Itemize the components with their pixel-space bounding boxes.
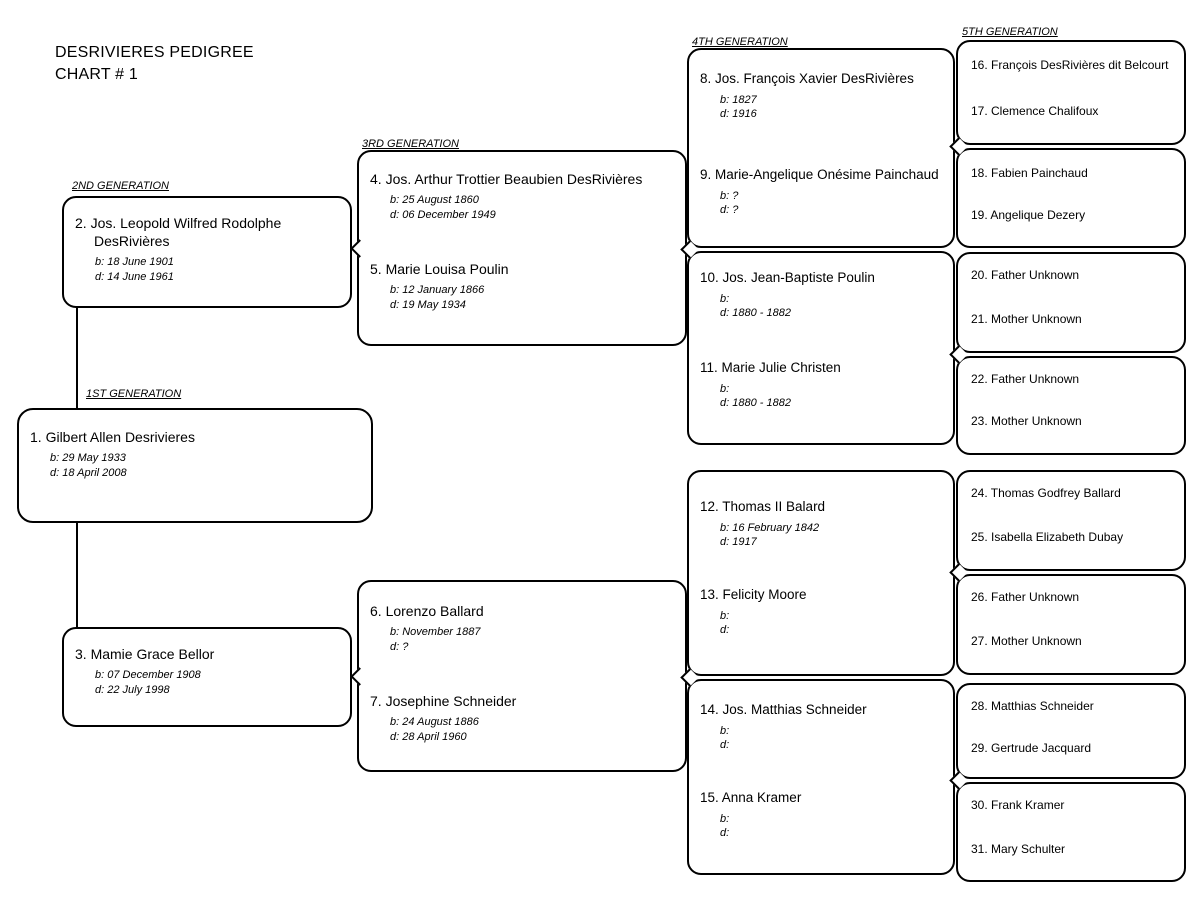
person-name-25: 25. Isabella Elizabeth Dubay [971, 530, 1124, 544]
person-death-6: d: ? [390, 640, 409, 653]
person-birth-9: b: ? [720, 189, 739, 202]
person-entry-18 [958, 166, 1180, 181]
person-entry-15 [689, 789, 949, 841]
person-name-19: 19. Angelique Dezery [971, 208, 1086, 222]
person-entry-11 [689, 359, 949, 411]
person-birth-5: b: 12 January 1866 [390, 284, 485, 297]
person-entry-6 [359, 602, 681, 654]
person-entry-30 [958, 798, 1180, 813]
person-name-28: 28. Matthias Schneider [971, 699, 1094, 713]
pedigree-box-20-21[interactable] [956, 252, 1186, 353]
person-birth-15: b: [720, 812, 730, 825]
person-entry-12 [689, 498, 949, 550]
person-entry-28 [958, 699, 1180, 714]
person-birth-1: b: 29 May 1933 [50, 452, 126, 465]
person-entry-26 [958, 590, 1180, 605]
pedigree-box-12-13[interactable] [687, 470, 955, 676]
generation-label-2nd: 2ND GENERATION [72, 180, 169, 192]
person-name-27: 27. Mother Unknown [971, 634, 1082, 648]
person-entry-24 [958, 486, 1180, 501]
person-death-5: d: 19 May 1934 [390, 298, 466, 311]
generation-label-4th: 4TH GENERATION [692, 36, 788, 48]
chart-title-line1: DESRIVIERES PEDIGREE [55, 44, 254, 61]
person-entry-13 [689, 586, 949, 638]
generation-label-3rd: 3RD GENERATION [362, 138, 459, 150]
person-death-8: d: 1916 [720, 108, 757, 121]
pedigree-box-26-27[interactable] [956, 574, 1186, 675]
person-entry-25 [958, 530, 1180, 545]
pedigree-box-18-19[interactable] [956, 148, 1186, 248]
person-name-6: 6. Lorenzo Ballard [370, 603, 484, 619]
person-death-14: d: [720, 739, 730, 752]
connector-line-box1-box3 [76, 523, 78, 627]
chart-title [55, 42, 254, 85]
person-name-20: 20. Father Unknown [971, 268, 1080, 282]
person-entry-7 [359, 692, 681, 744]
person-death-4: d: 06 December 1949 [390, 208, 496, 221]
pedigree-box-24-25[interactable] [956, 470, 1186, 571]
pedigree-box-4-5[interactable] [357, 150, 687, 346]
person-name-31: 31. Mary Schulter [971, 842, 1066, 856]
pedigree-box-30-31[interactable] [956, 782, 1186, 882]
person-name-16: 16. François DesRivières dit Belcourt [971, 58, 1169, 72]
generation-label-5th: 5TH GENERATION [962, 26, 1058, 38]
person-name-26: 26. Father Unknown [971, 590, 1080, 604]
connector-line-box2-box1 [76, 308, 78, 408]
person-birth-2: b: 18 June 1901 [95, 256, 174, 269]
chart-title-line2: CHART # 1 [55, 65, 139, 83]
person-entry-1 [19, 428, 367, 480]
person-death-12: d: 1917 [720, 536, 757, 549]
person-name-10: 10. Jos. Jean-Baptiste Poulin [700, 270, 875, 285]
person-name-29: 29. Gertrude Jacquard [971, 741, 1092, 755]
person-birth-13: b: [720, 609, 730, 622]
person-death-13: d: [720, 624, 730, 637]
person-name-17: 17. Clemence Chalifoux [971, 104, 1099, 118]
person-name-21: 21. Mother Unknown [971, 312, 1082, 326]
person-death-11: d: 1880 - 1882 [720, 397, 791, 410]
person-name-24: 24. Thomas Godfrey Ballard [971, 486, 1121, 500]
person-death-10: d: 1880 - 1882 [720, 307, 791, 320]
person-entry-29 [958, 741, 1180, 756]
person-name-14: 14. Jos. Matthias Schneider [700, 702, 867, 717]
person-name-7: 7. Josephine Schneider [370, 693, 517, 709]
person-death-9: d: ? [720, 204, 739, 217]
pedigree-box-3[interactable] [62, 627, 352, 727]
person-name-3: 3. Mamie Grace Bellor [75, 646, 215, 662]
generation-label-1st: 1ST GENERATION [86, 388, 182, 400]
person-birth-11: b: [720, 382, 730, 395]
person-birth-3: b: 07 December 1908 [95, 669, 201, 682]
pedigree-box-1[interactable] [17, 408, 373, 523]
pedigree-box-22-23[interactable] [956, 356, 1186, 455]
pedigree-box-10-11[interactable] [687, 251, 955, 445]
person-death-15: d: [720, 827, 730, 840]
pedigree-box-28-29[interactable] [956, 683, 1186, 779]
person-name-22: 22. Father Unknown [971, 372, 1080, 386]
person-name-18: 18. Fabien Painchaud [971, 166, 1088, 180]
person-birth-4: b: 25 August 1860 [390, 194, 479, 207]
person-entry-22 [958, 372, 1180, 387]
person-entry-8 [689, 70, 949, 122]
person-name-2: 2. Jos. Leopold Wilfred Rodolphe DesRivières [75, 215, 282, 250]
person-entry-14 [689, 701, 949, 753]
pedigree-box-8-9[interactable] [687, 48, 955, 248]
person-name-9: 9. Marie-Angelique Onésime Painchaud [700, 167, 939, 182]
person-death-2: d: 14 June 1961 [95, 270, 174, 283]
person-name-1: 1. Gilbert Allen Desrivieres [30, 429, 195, 445]
person-entry-17 [958, 104, 1180, 119]
pedigree-box-14-15[interactable] [687, 679, 955, 875]
person-name-12: 12. Thomas II Balard [700, 499, 826, 514]
pedigree-box-6-7[interactable] [357, 580, 687, 772]
person-name-11: 11. Marie Julie Christen [700, 360, 841, 375]
person-name-5: 5. Marie Louisa Poulin [370, 261, 509, 277]
person-birth-10: b: [720, 292, 730, 305]
person-entry-31 [958, 842, 1180, 857]
person-entry-4 [359, 170, 681, 222]
person-entry-5 [359, 260, 681, 312]
person-name-13: 13. Felicity Moore [700, 587, 807, 602]
person-entry-9 [689, 166, 949, 218]
person-birth-6: b: November 1887 [390, 626, 481, 639]
person-death-7: d: 28 April 1960 [390, 730, 467, 743]
pedigree-box-16-17[interactable] [956, 40, 1186, 145]
person-death-3: d: 22 July 1998 [95, 683, 170, 696]
person-death-1: d: 18 April 2008 [50, 466, 127, 479]
person-entry-21 [958, 312, 1180, 327]
person-birth-8: b: 1827 [720, 93, 757, 106]
person-entry-20 [958, 268, 1180, 283]
person-entry-27 [958, 634, 1180, 649]
person-name-8: 8. Jos. François Xavier DesRivières [700, 71, 914, 86]
person-entry-10 [689, 269, 949, 321]
person-birth-14: b: [720, 724, 730, 737]
person-birth-7: b: 24 August 1886 [390, 716, 479, 729]
person-name-30: 30. Frank Kramer [971, 798, 1065, 812]
pedigree-box-2[interactable] [62, 196, 352, 308]
person-entry-16 [958, 58, 1180, 73]
person-entry-23 [958, 414, 1180, 429]
person-name-23: 23. Mother Unknown [971, 414, 1082, 428]
person-entry-3 [64, 645, 346, 697]
person-entry-2 [64, 214, 346, 284]
person-birth-12: b: 16 February 1842 [720, 521, 820, 534]
person-name-15: 15. Anna Kramer [700, 790, 802, 805]
person-name-4: 4. Jos. Arthur Trottier Beaubien DesRivières [370, 171, 643, 187]
person-entry-19 [958, 208, 1180, 223]
